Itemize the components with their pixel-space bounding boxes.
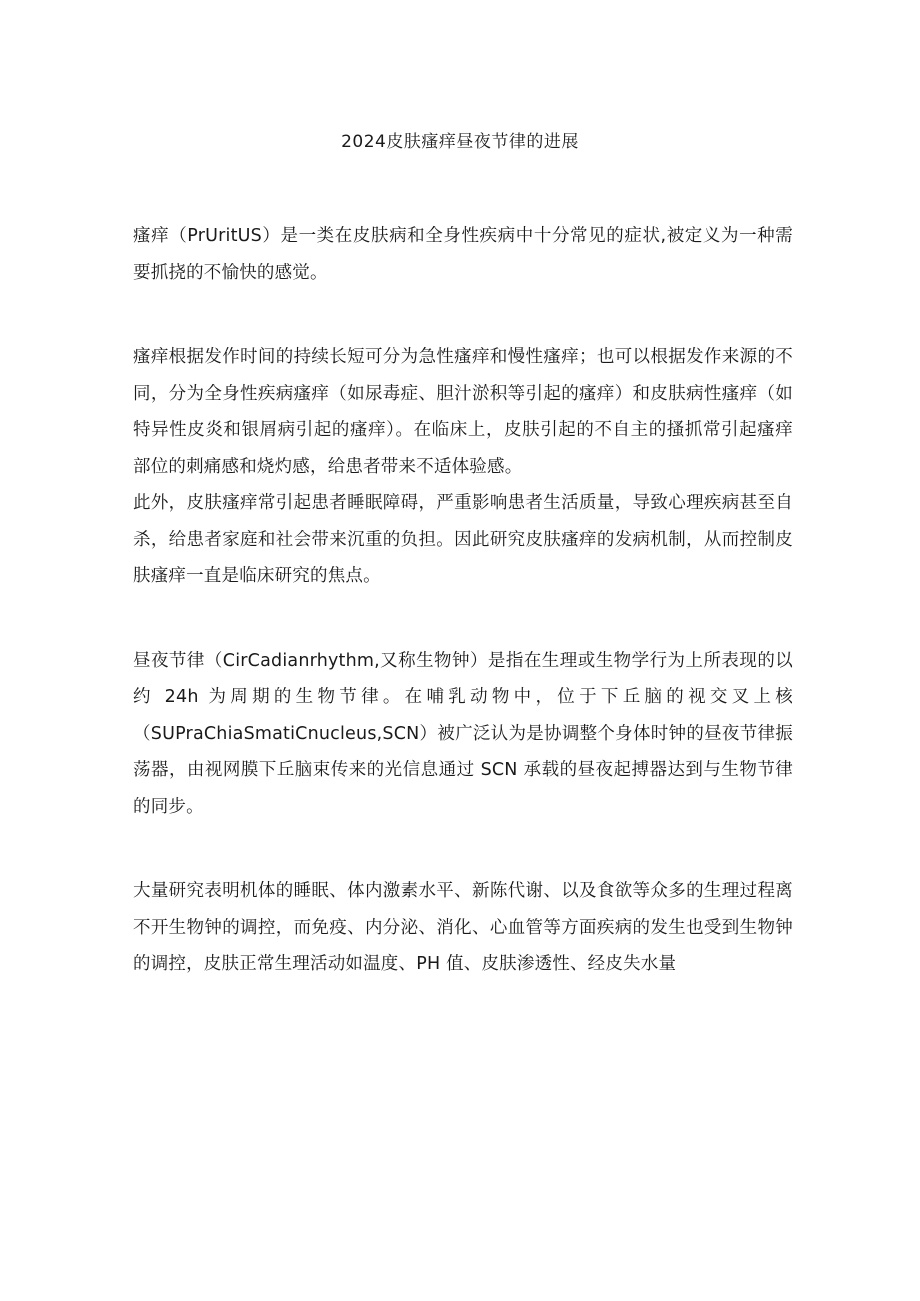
paragraph-pruritus-classification: 瘙痒根据发作时间的持续长短可分为急性瘙痒和慢性瘙痒；也可以根据发作来源的不同，分为全身性疾病瘙痒（如尿毒症、胆汁淤积等引起的瘙痒）和皮肤病性瘙痒（如特异性皮炎和银屑病引起的瘙痒）。在临床上，皮肤引起的不自主的搔抓常引起瘙痒部位的刺痛感和烧灼感，给患者带来不适体验感。 bbox=[133, 347, 793, 477]
paragraph-circadian-rhythm: 昼夜节律（CirCadianrhythm,又称生物钟）是指在生理或生物学行为上所表现的以约 24h 为周期的生物节律。在哺乳动物中，位于下丘脑的视交叉上核（SUPraChiaSmatiCnucleus,SCN）被广泛认为是协调整个身体时钟的昼夜节律振荡器，由视网膜下丘脑束传来的光信息通过 SCN 承载的昼夜起搏器达到与生物节律的同步。 bbox=[133, 650, 793, 817]
document-body bbox=[133, 218, 793, 983]
paragraph-pruritus-definition: 瘙痒（PrUritUS）是一类在皮肤病和全身性疾病中十分常见的症状,被定义为一种需要抓挠的不愉快的感觉。 bbox=[133, 226, 793, 283]
paragraph-biological-clock-regulation: 大量研究表明机体的睡眠、体内激素水平、新陈代谢、以及食欲等众多的生理过程离不开生物钟的调控，而免疫、内分泌、消化、心血管等方面疾病的发生也受到生物钟的调控，皮肤正常生理活动如温度、PH 值、皮肤渗透性、经皮失水量 bbox=[133, 881, 793, 974]
document-title: 2024皮肤瘙痒昼夜节律的进展 bbox=[341, 132, 579, 152]
paragraph-pruritus-burden: 此外，皮肤瘙痒常引起患者睡眠障碍，严重影响患者生活质量，导致心理疾病甚至自杀，给患者家庭和社会带来沉重的负担。因此研究皮肤瘙痒的发病机制，从而控制皮肤瘙痒一直是临床研究的焦点。 bbox=[133, 493, 793, 586]
